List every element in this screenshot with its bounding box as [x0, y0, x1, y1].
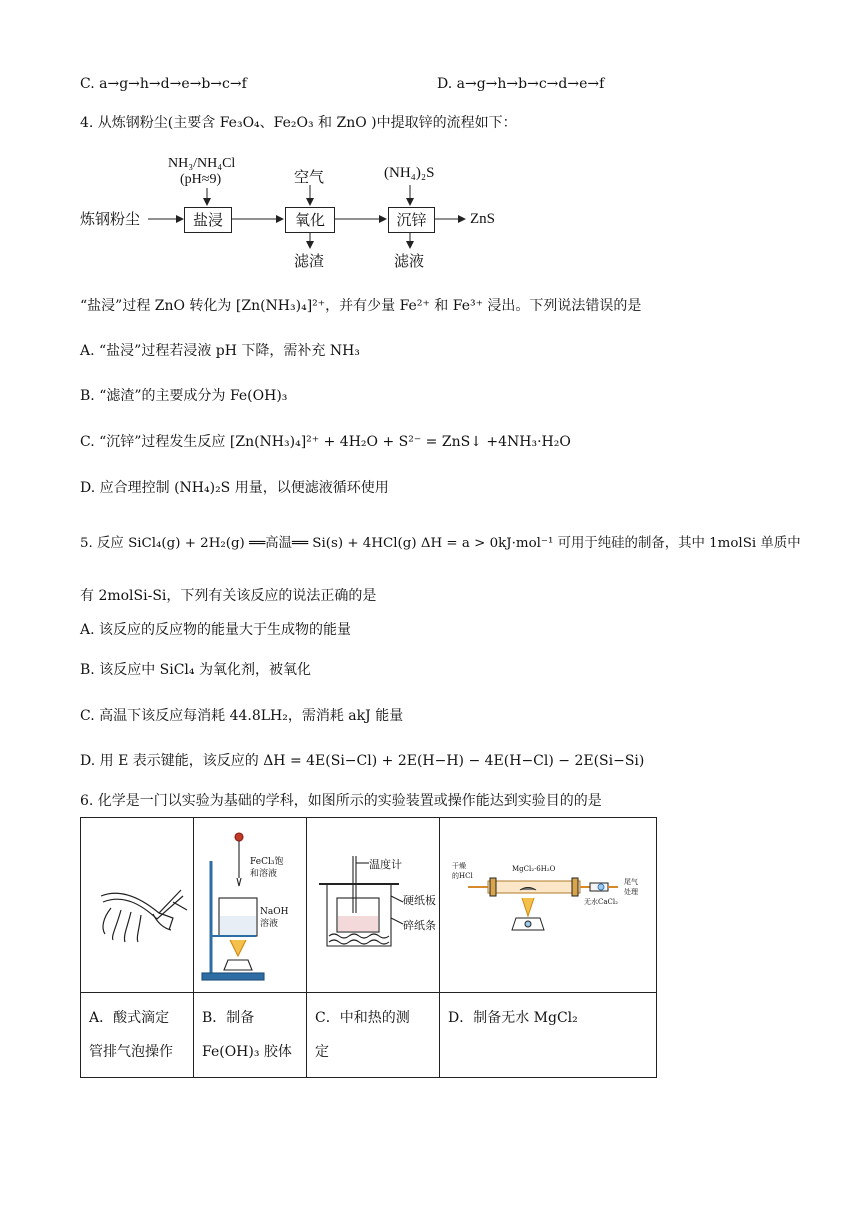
- figure-row: [81, 818, 657, 993]
- q4-option-d: D. 应合理控制 (NH₄)₂S 用量，以便滤液循环使用: [80, 480, 389, 496]
- flow-product: ZnS: [470, 211, 496, 227]
- caption-row: [81, 993, 657, 1078]
- caption-a-line2: 管排气泡操作: [89, 1044, 173, 1060]
- flow-step-oxidation: 氧化: [285, 207, 335, 233]
- caption-d-line1: D．制备无水 MgCl₂: [448, 1010, 578, 1026]
- flow-step-salt-leach: 盐浸: [184, 207, 232, 233]
- figure-a-cell: [81, 818, 194, 993]
- q4-option-b: B. “滤渣”的主要成分为 Fe(OH)₃: [80, 388, 288, 404]
- flow-reagent1-b: (pH≈9): [180, 172, 222, 187]
- flow-step-zinc-precip: 沉锌: [388, 207, 435, 233]
- fig-c-label-cardboard: 硬纸板: [403, 894, 436, 907]
- caption-b-cell: [194, 993, 307, 1078]
- flow-start: 炼钢粉尘: [80, 210, 141, 228]
- burette-bubble-figure: [81, 818, 193, 988]
- caption-d-cell: [440, 993, 657, 1078]
- fig-d-label-cacl2: 无水CaCl₂: [584, 898, 618, 906]
- caption-b-line1: B．制备: [202, 1010, 255, 1026]
- q5-stem-line2: 有 2molSi-Si，下列有关该反应的说法正确的是: [80, 588, 377, 604]
- q5-stem-line1: 5. 反应 SiCl₄(g) + 2H₂(g) ══高温══ Si(s) + 4HCl(g) ΔH = a > 0kJ·mol⁻¹ 可用于纯硅的制备，其中 1molSi 单质中: [80, 536, 801, 551]
- q5-option-c: C. 高温下该反应每消耗 44.8LH₂，需消耗 akJ 能量: [80, 708, 404, 724]
- fig-d-label-hydrate: MgCl₂·6H₂O: [512, 865, 556, 873]
- flow-reagent2: 空气: [294, 168, 325, 186]
- q6-experiment-table: [80, 817, 657, 1078]
- flow-reagent1-a: NH₃/NH₄Cl: [168, 156, 236, 171]
- figure-d-cell: [440, 818, 657, 993]
- figure-b-cell: [194, 818, 307, 993]
- caption-a-line1: A．酸式滴定: [89, 1010, 170, 1026]
- figure-c-cell: [307, 818, 440, 993]
- flow-reagent3: (NH₄)₂S: [384, 165, 435, 181]
- fig-b-label-4: 溶液: [260, 919, 279, 929]
- fig-d-label-dry: 干燥: [452, 862, 466, 870]
- caption-c-line1: C．中和热的测: [315, 1010, 410, 1026]
- fig-d-label-hcl: 的HCl: [452, 872, 473, 880]
- mgcl2-dehydration-figure: [440, 818, 656, 988]
- q3-option-d: D. a→g→h→b→c→d→e→f: [437, 76, 605, 92]
- q4-stem: 4. 从炼钢粉尘(主要含 Fe₃O₄、Fe₂O₃ 和 ZnO )中提取锌的流程如下：: [80, 115, 517, 131]
- fig-b-label-2: 和溶液: [250, 869, 278, 879]
- q4-intro: “盐浸”过程 ZnO 转化为 [Zn(NH₃)₄]²⁺，并有少量 Fe²⁺ 和 Fe³⁺ 浸出。下列说法错误的是: [80, 298, 642, 314]
- q4-option-c: C. “沉锌”过程发生反应 [Zn(NH₃)₄]²⁺ + 4H₂O + S²⁻ = ZnS↓ +4NH₃·H₂O: [80, 434, 571, 450]
- fig-b-label-1: FeCl₃饱: [250, 857, 284, 867]
- fig-c-label-thermometer: 温度计: [369, 858, 402, 871]
- fig-d-label-treat: 处理: [624, 888, 638, 896]
- fig-d-label-tail: 尾气: [624, 878, 638, 886]
- caption-b-line2: Fe(OH)₃ 胶体: [202, 1044, 292, 1060]
- q3-option-c: C. a→g→h→d→e→b→c→f: [80, 76, 247, 92]
- colloid-apparatus-figure: [194, 818, 306, 988]
- flow-residue: 滤渣: [294, 252, 325, 270]
- q5-option-b: B. 该反应中 SiCl₄ 为氧化剂，被氧化: [80, 662, 311, 678]
- caption-c-cell: [307, 993, 440, 1078]
- q4-flow-diagram: [80, 150, 550, 280]
- q5-option-a: A. 该反应的反应物的能量大于生成物的能量: [80, 622, 352, 638]
- flow-filtrate: 滤液: [394, 252, 425, 270]
- q5-option-d: D. 用 E 表示键能，该反应的 ΔH = 4E(Si−Cl) + 2E(H−H) − 4E(H−Cl) − 2E(Si−Si): [80, 753, 645, 769]
- caption-a-cell: [81, 993, 194, 1078]
- q6-stem: 6. 化学是一门以实验为基础的学科，如图所示的实验装置或操作能达到实验目的的是: [80, 793, 602, 809]
- caption-c-line2: 定: [315, 1044, 329, 1060]
- fig-c-label-paper: 碎纸条: [403, 919, 436, 932]
- q4-option-a: A. “盐浸”过程若浸液 pH 下降，需补充 NH₃: [80, 343, 360, 359]
- fig-b-label-3: NaOH: [260, 907, 289, 917]
